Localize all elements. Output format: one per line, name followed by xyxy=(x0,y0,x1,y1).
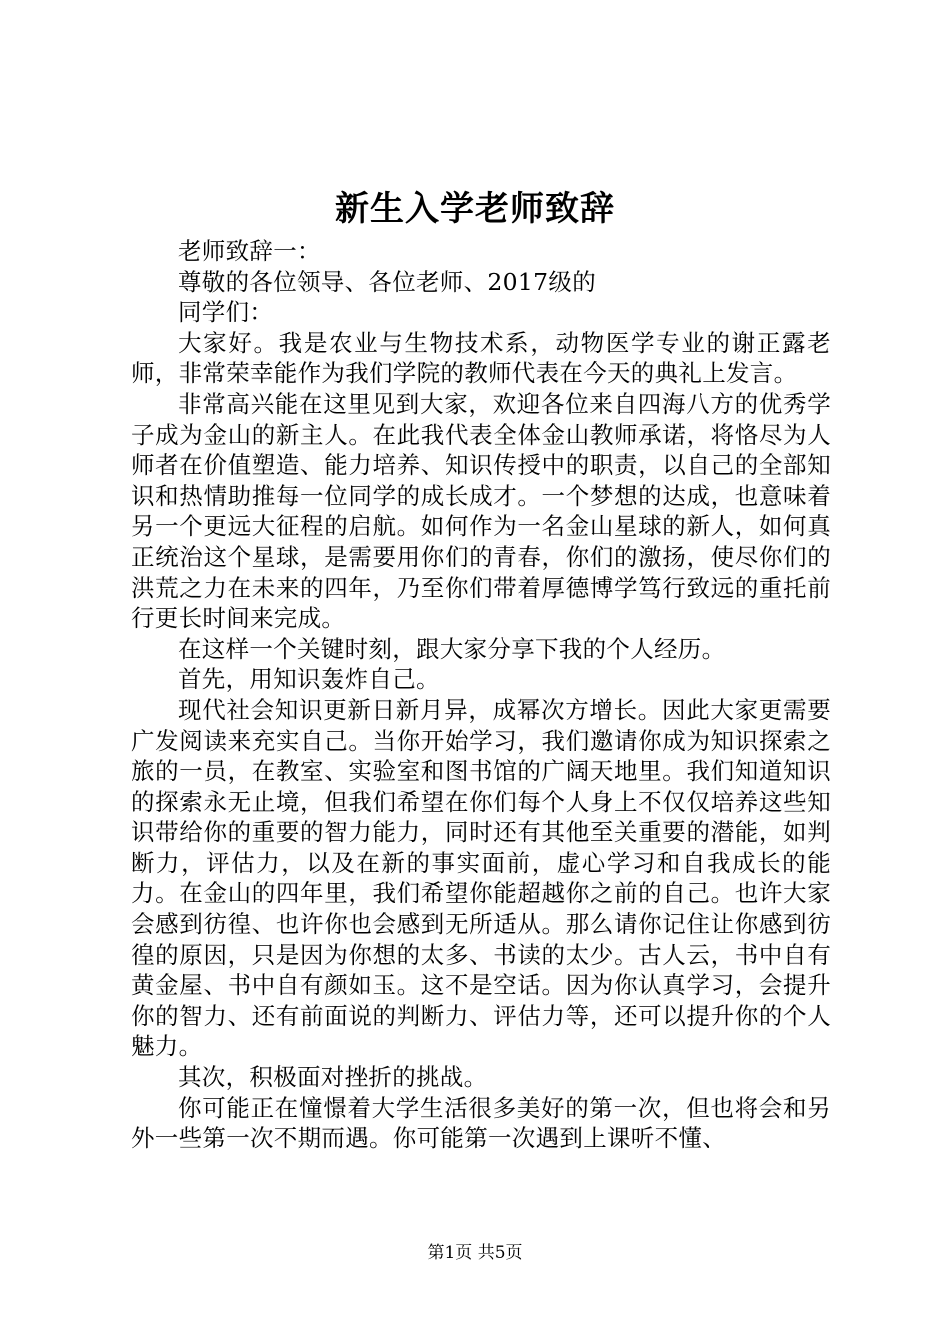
body-paragraph: 现代社会知识更新日新月异，成幂次方增长。因此大家更需要广发阅读来充实自己。当你开始学习，我们邀请你成为知识探索之旅的一员，在教室、实验室和图书馆的广阔天地里。我们知道知识的探索永无止境，但我们希望在你们每个人身上不仅仅培养这些知识带给你的重要的智力能力，同时还有其他至关重要的潜能，如判断力，评估力，以及在新的事实面前，虚心学习和自我成长的能力。在金山的四年里，我们希望你能超越你之前的自己。也许大家会感到彷徨、也许你也会感到无所适从。那么请你记住让你感到彷徨的原因，只是因为你想的太多、书读的太少。古人云，书中自有黄金屋、书中自有颜如玉。这不是空话。因为你认真学习，会提升你的智力、还有前面说的判断力、评估力等，还可以提升你的个人魅力。 xyxy=(131,695,831,1061)
section-heading: 首先，用知识轰炸自己。 xyxy=(178,665,440,694)
body-paragraph: 你可能正在憧憬着大学生活很多美好的第一次，但也将会和另外一些第一次不期而遇。你可能第一次遇到上课听不懂、 xyxy=(131,1093,831,1153)
document-title: 新生入学老师致辞 xyxy=(335,189,615,229)
document-body xyxy=(131,236,831,1154)
body-paragraph: 大家好。我是农业与生物技术系，动物医学专业的谢正露老师，非常荣幸能作为我们学院的教师代表在今天的典礼上发言。 xyxy=(131,328,831,388)
salutation-line: 同学们： xyxy=(178,298,274,327)
body-paragraph: 非常高兴能在这里见到大家，欢迎各位来自四海八方的优秀学子成为金山的新主人。在此我代表全体金山教师承诺，将恪尽为人师者在价值塑造、能力培养、知识传授中的职责，以自己的全部知识和热情助推每一位同学的成长成才。一个梦想的达成，也意味着另一个更远大征程的启航。如何作为一名金山星球的新人，如何真正统治这个星球，是需要用你们的青春，你们的激扬，使尽你们的洪荒之力在未来的四年，乃至你们带着厚德博学笃行致远的重托前行更长时间来完成。 xyxy=(131,389,831,633)
page-number-footer: 第1页 共5页 xyxy=(427,1243,523,1263)
salutation-label: 老师致辞一： xyxy=(178,237,321,265)
salutation-line: 尊敬的各位领导、各位老师、2017级的 xyxy=(178,267,597,296)
body-paragraph: 在这样一个关键时刻，跟大家分享下我的个人经历。 xyxy=(178,634,726,663)
section-heading: 其次，积极面对挫折的挑战。 xyxy=(178,1063,488,1092)
